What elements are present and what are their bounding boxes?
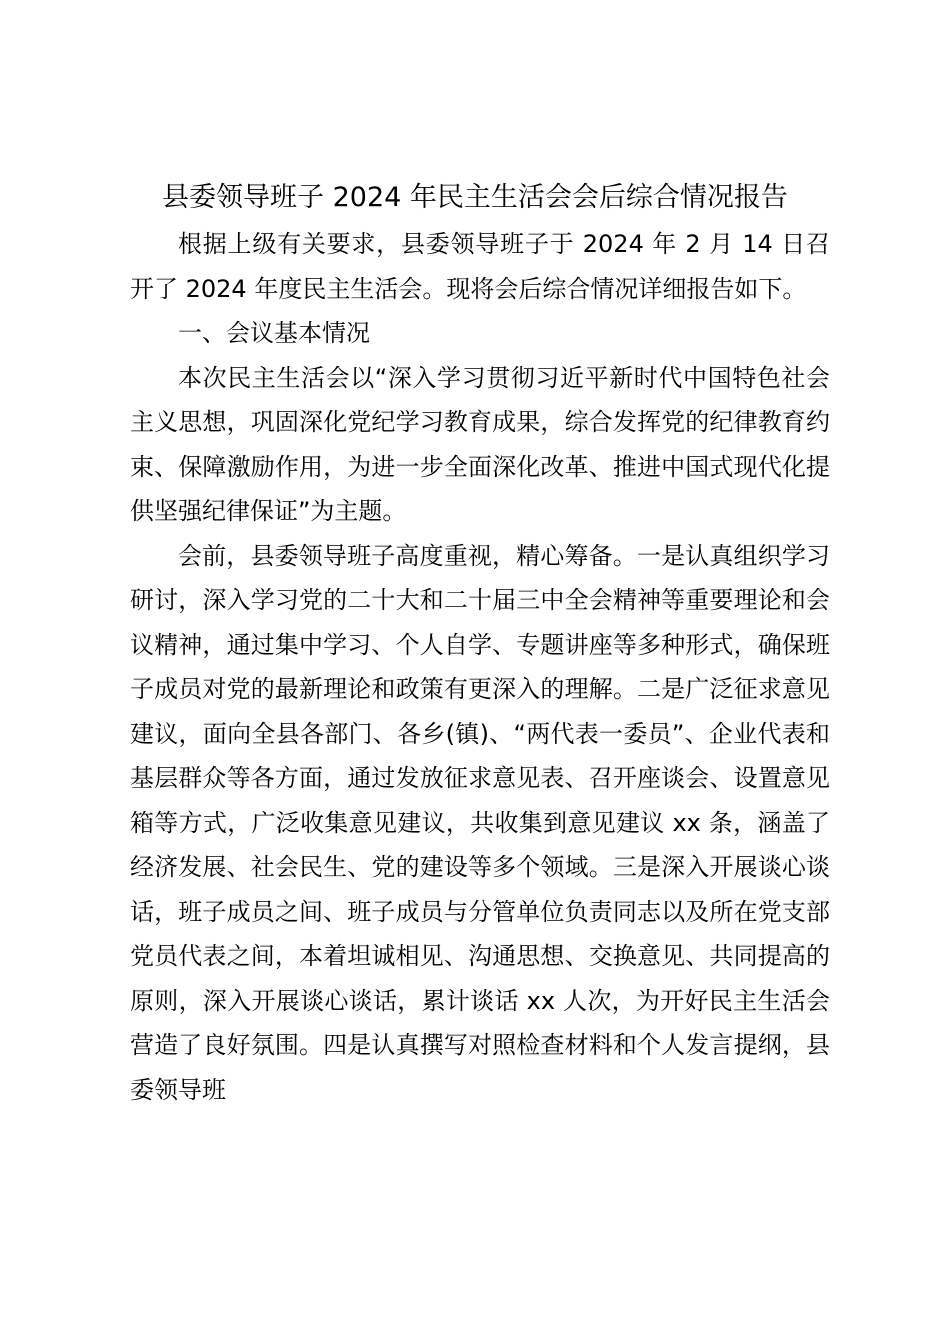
paragraph-theme: 本次民主生活会以“深入学习贯彻习近平新时代中国特色社会主义思想，巩固深化党纪学习教育成果，综合发挥党的纪律教育约束、保障激励作用，为进一步全面深化改革、推进中国式现代化提供坚强纪律保证”为主题。 [130, 363, 830, 525]
section-heading: 一、会议基本情况 [178, 319, 370, 347]
document-title: 县委领导班子 2024 年民主生活会会后综合情况报告 [162, 182, 788, 213]
paragraph-intro: 根据上级有关要求，县委领导班子于 2024 年 2 月 14 日召开了 2024 年度民主生活会。现将会后综合情况详细报告如下。 [130, 230, 830, 303]
document-body [130, 222, 830, 1112]
paragraph-preparation: 会前，县委领导班子高度重视，精心筹备。一是认真组织学习研讨，深入学习党的二十大和二十届三中全会精神等重要理论和会议精神，通过集中学习、个人自学、专题讲座等多种形式，确保班子成员对党的最新理论和政策有更深入的理解。二是广泛征求意见建议，面向全县各部门、各乡(镇)、“两代表一委员”、企业代表和基层群众等各方面，通过发放征求意见表、召开座谈会、设置意见箱等方式，广泛收集意见建议，共收集到意见建议 xx 条，涵盖了经济发展、社会民生、党的建设等多个领域。三是深入开展谈心谈话，班子成员之间、班子成员与分管单位负责同志以及所在党支部党员代表之间，本着坦诚相见、沟通思想、交换意见、共同提高的原则，深入开展谈心谈话，累计谈话 xx 人次，为开好民主生活会营造了良好氛围。四是认真撰写对照检查材料和个人发言提纲，县委领导班 [130, 541, 830, 1104]
